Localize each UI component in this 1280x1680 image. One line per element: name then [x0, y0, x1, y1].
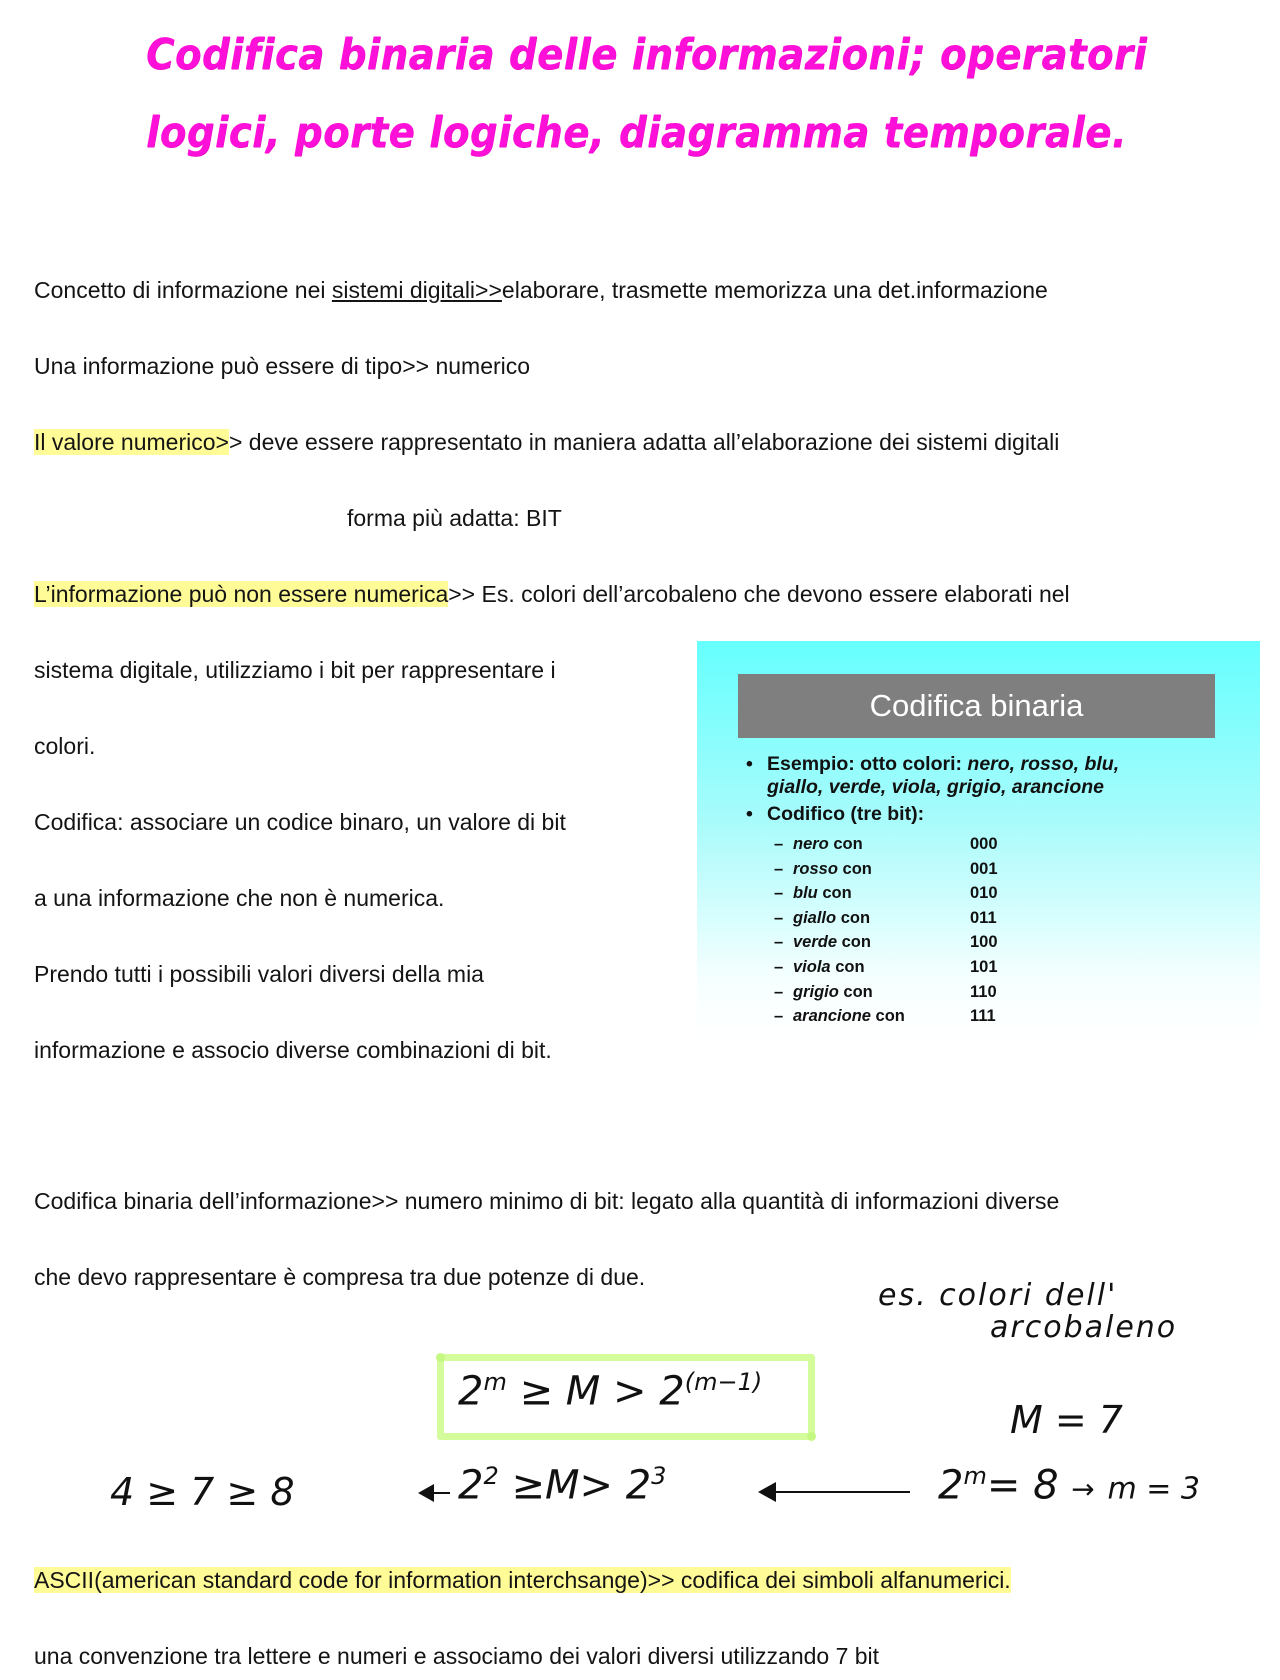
paragraph-non-numerica [34, 579, 1070, 609]
binary-code: 111 [970, 1007, 996, 1026]
binary-code: 010 [970, 884, 998, 903]
highlighted-text: ASCII(american standard code for information interchsange)>> codifica dei simboli alfanumerici. [34, 1567, 1011, 1593]
exponent: 3 [651, 1462, 667, 1490]
page-title-line-1: Codifica binaria delle informazioni; operatori [146, 30, 1148, 80]
dash-icon: – [774, 1007, 784, 1026]
text-run: M [565, 1368, 601, 1415]
text-run: con [835, 957, 865, 976]
dash-icon: – [774, 908, 784, 927]
color-code-row [774, 857, 1174, 882]
paragraph-prendo: Prendo tutti i possibili valori diversi della mia [34, 961, 484, 987]
dash-icon: – [774, 982, 784, 1001]
slide-title: Codifica binaria [738, 674, 1215, 738]
arrow-right-icon: → [1071, 1472, 1095, 1506]
text-run: > [613, 1368, 647, 1415]
paragraph-convenzione: una convenzione tra lettere e numeri e associamo dei valori diversi utilizzando 7 bit [34, 1643, 880, 1669]
text-run: ≥ [511, 1462, 545, 1509]
binary-code: 011 [970, 908, 997, 927]
handwritten-note-line-1: es. colori dell' [878, 1278, 1118, 1313]
dash-icon: – [774, 859, 784, 878]
row-label [793, 857, 872, 882]
text-run: con [842, 859, 872, 878]
paragraph-concetto [34, 275, 1048, 305]
color-name: giallo [793, 908, 837, 927]
binary-code: 001 [970, 859, 998, 878]
text-run: elaborare, trasmette memorizza una det.informazione [501, 277, 1048, 303]
text-run: M [544, 1462, 580, 1509]
row-label [793, 980, 873, 1005]
text-run: > [579, 1462, 613, 1509]
bullet-icon: • [746, 803, 753, 825]
binary-code: 000 [970, 835, 998, 853]
color-name: nero [793, 835, 829, 853]
paragraph-ascii [34, 1565, 1011, 1595]
exponent: m [483, 1368, 507, 1396]
paragraph-non-numerica-2: a una informazione che non è numerica. [34, 885, 445, 911]
slide-bullet-codifico [744, 803, 1244, 826]
highlighted-text: Il valore numerico> [34, 429, 229, 455]
paragraph-valore-numerico [34, 427, 1059, 457]
text-run: con [822, 884, 852, 903]
color-code-row [774, 906, 1174, 931]
color-code-row [774, 832, 1174, 857]
row-label [793, 955, 865, 980]
color-code-row [774, 930, 1174, 955]
italic-text: giallo, verde, viola, grigio, arancione [767, 776, 1105, 798]
text-run: = 8 [986, 1462, 1059, 1509]
dash-icon: – [774, 835, 784, 853]
handwritten-instance [458, 1462, 666, 1508]
row-label [793, 832, 863, 857]
handwritten-inequality: 4 ≥ 7 ≥ 8 [110, 1470, 295, 1514]
dash-icon: – [774, 957, 784, 976]
arrow-shaft [432, 1492, 450, 1494]
underlined-text: sistemi digitali>> [331, 277, 502, 303]
dash-icon: – [774, 933, 784, 952]
highlighted-text: L’informazione può non essere numerica [34, 581, 449, 607]
color-code-row [774, 1004, 1174, 1029]
binary-code: 101 [970, 957, 998, 976]
paragraph-codifica-def: Codifica: associare un codice binaro, un valore di bit [34, 809, 566, 835]
color-code-row [774, 955, 1174, 980]
text-run: con [843, 982, 873, 1001]
text-run: >> Es. colori dell’arcobaleno che devono essere elaborati nel [448, 581, 1070, 607]
paragraph-associo: informazione e associo diverse combinazioni di bit. [34, 1037, 552, 1063]
text-run: > deve essere rappresentato in maniera adatta all’elaborazione dei sistemi digitali [228, 429, 1060, 455]
row-label [793, 906, 870, 931]
text-run: con [841, 933, 871, 952]
text-run: con [875, 1007, 905, 1026]
handwritten-note-line-2: arcobaleno [990, 1310, 1178, 1345]
color-name: grigio [793, 982, 839, 1001]
text-run: Codifico (tre bit): [767, 803, 925, 825]
paragraph-tipo: Una informazione può essere di tipo>> numerico [34, 353, 531, 379]
text-run: ≥ [519, 1368, 554, 1415]
italic-text: nero, rosso, blu, [967, 753, 1120, 775]
slide-bullet-list [744, 753, 1244, 826]
text-run: 2 [659, 1368, 685, 1415]
text-run: 2 [458, 1462, 484, 1509]
row-label [793, 1004, 905, 1029]
color-name: verde [793, 933, 838, 952]
paragraph-codifica-binaria: Codifica binaria dell’informazione>> numero minimo di bit: legato alla quantità di informazioni diverse [34, 1188, 1060, 1214]
exponent: 2 [483, 1462, 499, 1490]
exponent: m [963, 1462, 987, 1490]
page-title-line-2: logici, porte logiche, diagramma temporale. [146, 108, 1127, 158]
embedded-slide-codifica-binaria [697, 641, 1260, 1039]
paragraph-potenze: che devo rappresentare è compresa tra due potenze di due. [34, 1264, 646, 1290]
slide-bullet-esempio [744, 753, 1244, 799]
text-run: Esempio: otto colori: [767, 753, 968, 775]
text-run: 2 [625, 1462, 652, 1509]
paragraph-colori: colori. [34, 733, 96, 759]
color-code-list [774, 832, 1174, 1029]
bullet-icon: • [746, 753, 753, 775]
text-run: con [833, 835, 863, 853]
handwritten-formula [458, 1368, 762, 1414]
color-code-row [774, 881, 1174, 906]
text-run: Concetto di informazione nei [34, 277, 332, 303]
color-name: viola [793, 957, 831, 976]
paragraph-sistema-digitale: sistema digitale, utilizziamo i bit per rappresentare i [34, 657, 556, 683]
row-label [793, 930, 871, 955]
text-run: m = 3 [1107, 1471, 1200, 1507]
paragraph-forma-bit: forma più adatta: BIT [347, 505, 562, 531]
arrow-shaft [774, 1491, 910, 1493]
text-run: 2 [938, 1462, 964, 1509]
dash-icon: – [774, 884, 784, 903]
color-name: blu [793, 884, 818, 903]
text-run: 2 [458, 1368, 484, 1415]
color-code-row [774, 980, 1174, 1005]
binary-code: 110 [970, 982, 997, 1001]
row-label [793, 881, 852, 906]
color-name: rosso [793, 859, 838, 878]
handwritten-m-value: M = 7 [1010, 1398, 1123, 1442]
color-name: arancione [793, 1007, 871, 1026]
handwritten-solve [938, 1462, 1200, 1508]
text-run: con [840, 908, 871, 927]
exponent: (m−1) [684, 1368, 763, 1396]
binary-code: 100 [970, 933, 998, 952]
